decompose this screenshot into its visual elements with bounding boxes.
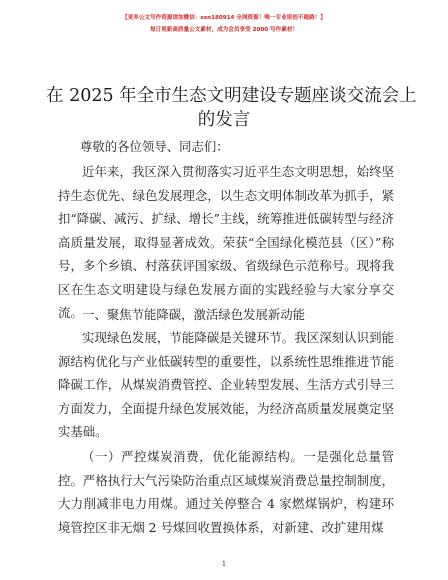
body-paragraph-1: 近年来，我区深入贯彻落实习近平生态文明思想，始终坚持生态优先、绿色发展理念，以生态文明体制改革为抓手，紧扣“降碳、减污、扩绿、增长”主线，统筹推进低碳转型与经济高质量发展，取得显著成效。荣获“全国绿化模范县（区）”称号，多个乡镇、村落获评国家级、省级绿色示范称号。现将我区在生态文明建设与绿色发展方面的实践经验与大家分享交流。 <box>58 164 394 320</box>
body-paragraph-3: （一）严控煤炭消费，优化能源结构。一是强化总量管控。严格执行大气污染防治重点区域煤炭消费总量控制制度，大力削减非电力用煤。通过关停整合 4 家燃煤锅炉，构建环境管控区非无烟 2 号煤回收置换体系，对新建、改扩建用煤 <box>58 449 394 535</box>
document-title <box>46 84 417 132</box>
body-paragraph-2: 实现绿色发展，节能降碳是关键环节。我区深刻认识到能源结构优化与产业低碳转型的重要性，以系统性思维推进节能降碳工作，从煤炭消费管控、企业转型发展、生活方式引导三方面发力，全面提升绿色发展效能，为经济高质量发展奠定坚实基础。 <box>58 330 394 439</box>
salutation: 尊敬的各位领导、同志们： <box>80 139 229 154</box>
promo-banner-line-2: 每日更新高质量公文素材，成为会员享受 2000 写作素材！ <box>149 27 299 33</box>
promo-banner-line-1: 【更多公文写作资源请加微信：ssn180914 全网资源！唯一专业原创不跑路！】 <box>122 15 326 21</box>
title-line-1: 在 2025 年全市生态文明建设专题座谈交流会上 <box>46 86 417 106</box>
title-line-2: 的发言 <box>197 110 251 130</box>
page-number: 1 <box>221 560 227 568</box>
section-heading-1: 一、聚焦节能降碳，激活绿色发展新动能 <box>82 307 306 322</box>
